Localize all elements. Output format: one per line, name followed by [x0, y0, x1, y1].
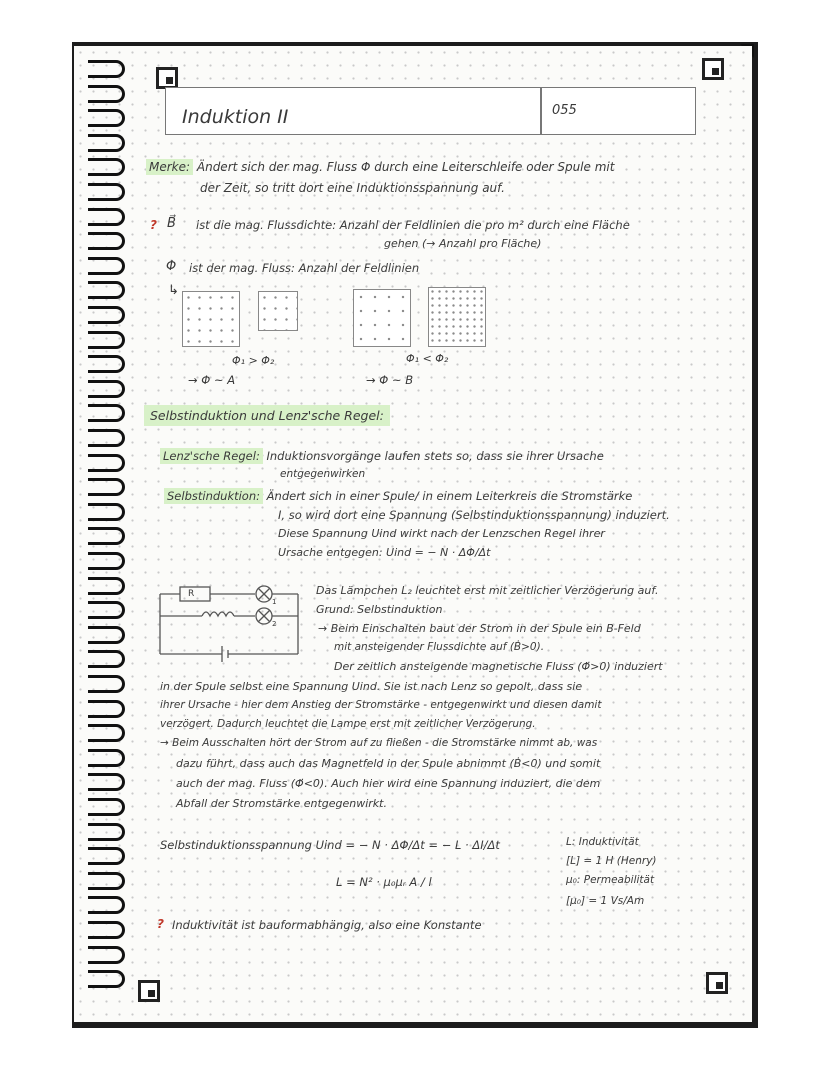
left-conclusion: → Φ ~ A: [188, 373, 236, 387]
spiral-ring: [88, 823, 125, 841]
inductance-formula: L = N² · μ₀μᵣ A / l: [336, 875, 432, 889]
spiral-ring: [88, 208, 125, 226]
spiral-ring: [88, 380, 125, 398]
spiral-binding: [88, 60, 128, 1000]
spiral-ring: [88, 331, 125, 349]
explanation-line7: ihrer Ursache - hier dem Anstieg der Stromstärke - entgegenwirkt und diesen damit: [160, 699, 602, 711]
note-text: Induktivität ist bauformabhängig, also eine Konstante: [172, 918, 482, 932]
spiral-ring: [88, 306, 125, 324]
explanation-line9: → Beim Ausschalten hört der Strom auf zu fließen - die Stromstärke nimmt ab, was: [160, 737, 598, 749]
uind-formula: Selbstinduktionsspannung Uind = − N · ΔΦ/Δt = − L · ΔI/Δt: [160, 838, 500, 852]
spiral-ring: [88, 60, 125, 78]
note-marker: ?: [157, 917, 164, 931]
explanation-line1: Das Lämpchen L₂ leuchtet erst mit zeitlicher Verzögerung auf.: [316, 584, 659, 597]
phi-definition: ist der mag. Fluss: Anzahl der Feldlinien: [189, 261, 420, 275]
lenz-line1: Induktionsvorgänge laufen stets so, dass sie ihrer Ursache: [266, 449, 604, 463]
title-divider: [540, 87, 542, 135]
corner-marker-icon: [156, 67, 178, 89]
spiral-ring: [88, 921, 125, 939]
spiral-ring: [88, 552, 125, 570]
spiral-ring: [88, 183, 125, 201]
lenz-block: [160, 449, 604, 463]
phi-symbol: Φ: [166, 259, 177, 274]
spiral-ring: [88, 134, 125, 152]
explanation-line3: → Beim Einschalten baut der Strom in der Spule ein B-Feld: [318, 622, 641, 635]
legend-line4: [μ₀] = 1 Vs/Am: [566, 895, 645, 907]
flux-square-small: [258, 291, 298, 331]
explanation-line8: verzögert. Dadurch leuchtet die Lampe erst mit zeitlicher Verzögerung.: [160, 718, 536, 730]
selbst-line2: I, so wird dort eine Spannung (Selbstinduktionsspannung) induziert.: [278, 508, 670, 522]
spiral-ring: [88, 700, 125, 718]
spiral-ring: [88, 257, 125, 275]
spiral-ring: [88, 896, 125, 914]
flux-square-dense: [428, 287, 486, 347]
spiral-ring: [88, 675, 125, 693]
explanation-line2: Grund: Selbstinduktion: [316, 603, 443, 616]
merke-line2: der Zeit, so tritt dort eine Induktionsspannung auf.: [200, 181, 505, 195]
merke-block: [146, 160, 614, 174]
spiral-ring: [88, 232, 125, 250]
spiral-ring: [88, 872, 125, 890]
selbst-line1: Ändert sich in einer Spule/ in einem Leiterkreis die Stromstärke: [266, 489, 633, 503]
lenz-label: Lenz'sche Regel:: [160, 448, 263, 464]
spiral-ring: [88, 503, 125, 521]
explanation-line11: auch der mag. Fluss (Φ̇<0). Auch hier wird eine Spannung induziert, die dem: [176, 777, 601, 790]
spiral-ring: [88, 158, 125, 176]
flux-square-sparse: [353, 289, 411, 347]
question-marker: ?: [150, 218, 157, 232]
right-relation: Φ₁ < Φ₂: [406, 352, 449, 365]
resistor-label: R: [188, 589, 195, 599]
lamp2-label: 2: [272, 620, 277, 628]
selbst-block: [164, 489, 632, 503]
spiral-ring: [88, 527, 125, 545]
flux-square-large: [182, 291, 240, 347]
spiral-ring: [88, 749, 125, 767]
spiral-ring: [88, 724, 125, 742]
page-title: Induktion II: [182, 106, 289, 128]
spiral-ring: [88, 847, 125, 865]
right-conclusion: → Φ ~ B: [366, 373, 414, 387]
explanation-line5: Der zeitlich ansteigende magnetische Fluss (Φ̇>0) induziert: [334, 660, 663, 673]
corner-marker-icon: [702, 58, 724, 80]
spiral-ring: [88, 946, 125, 964]
corner-marker-icon: [706, 972, 728, 994]
spiral-ring: [88, 577, 125, 595]
spiral-ring: [88, 109, 125, 127]
lamp1-label: 1: [272, 598, 277, 606]
arrow-icon: ↳: [168, 283, 179, 298]
spiral-ring: [88, 85, 125, 103]
explanation-line4: mit ansteigender Flussdichte auf (Ḃ>0).: [334, 641, 545, 653]
explanation-line10: dazu führt, dass auch das Magnetfeld in der Spule abnimmt (Ḃ<0) und somit: [176, 757, 601, 770]
spiral-ring: [88, 429, 125, 447]
spiral-ring: [88, 404, 125, 422]
spiral-ring: [88, 626, 125, 644]
spiral-ring: [88, 601, 125, 619]
page-number: 055: [552, 103, 577, 118]
spiral-ring: [88, 281, 125, 299]
b-definition-line2: gehen (→ Anzahl pro Fläche): [384, 237, 542, 250]
spiral-ring: [88, 454, 125, 472]
legend-line3: μ₀: Permeabilität: [566, 874, 655, 886]
lenz-line2: entgegenwirken: [280, 468, 366, 480]
spiral-ring: [88, 650, 125, 668]
circuit-diagram: [150, 582, 310, 662]
selbst-line3: Diese Spannung Uind wirkt nach der Lenzschen Regel ihrer: [278, 527, 605, 540]
explanation-line12: Abfall der Stromstärke entgegenwirkt.: [176, 797, 387, 810]
b-definition-line1: ist die mag. Flussdichte: Anzahl der Feldlinien die pro m² durch eine Fläche: [196, 218, 630, 232]
spiral-ring: [88, 478, 125, 496]
section-heading: Selbstinduktion und Lenz'sche Regel:: [144, 405, 390, 426]
spiral-ring: [88, 355, 125, 373]
spiral-ring: [88, 970, 125, 988]
selbst-line4: Ursache entgegen: Uind = − N · ΔΦ/Δt: [278, 546, 491, 559]
merke-label: Merke:: [146, 159, 193, 175]
left-relation: Φ₁ > Φ₂: [232, 354, 275, 367]
merke-line1: Ändert sich der mag. Fluss Φ durch eine Leiterschleife oder Spule mit: [196, 160, 615, 174]
section-heading-wrap: [144, 408, 390, 423]
legend-line2: [L] = 1 H (Henry): [566, 855, 657, 867]
explanation-line6: in der Spule selbst eine Spannung Uind. Sie ist nach Lenz so gepolt, dass sie: [160, 680, 583, 693]
spiral-ring: [88, 773, 125, 791]
corner-marker-icon: [138, 980, 160, 1002]
selbst-label: Selbstinduktion:: [164, 488, 263, 504]
spiral-ring: [88, 798, 125, 816]
legend-line1: L: Induktivität: [566, 836, 639, 848]
b-symbol: B⃗: [167, 216, 176, 231]
